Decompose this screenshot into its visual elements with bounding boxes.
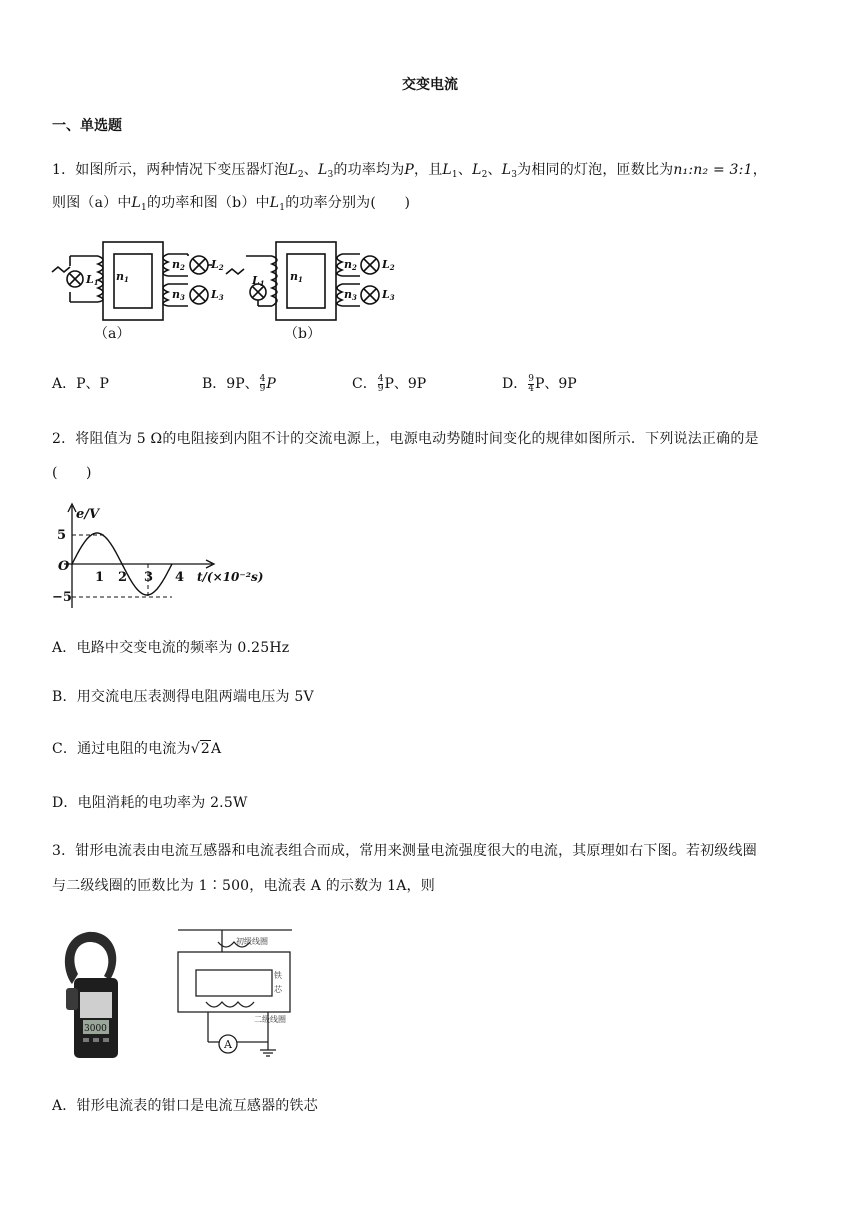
core-label-2: 芯 — [274, 985, 282, 994]
x-tick-1: 1 — [95, 570, 105, 585]
svg-text:n1: n1 — [290, 270, 303, 284]
q1-option-b[interactable]: B．9P、 $\frac{4}{9}$ P — [202, 373, 276, 394]
q1-option-d[interactable]: D． $\frac{9}{4}$ P、9P — [502, 373, 577, 394]
q3-text-line2: 与二级线圈的匝数比为 1∶500，电流表 A 的示数为 1A，则 — [52, 878, 435, 894]
y-tick-neg5: −5 — [52, 590, 72, 605]
x-axis-label: t/(×10⁻²s) — [197, 570, 264, 584]
iron-core — [178, 952, 290, 1012]
q1-text-line1: 1．如图所示，两种情况下变压器灯泡$L_2$、$L_3$的功率均为P，且$L_1$、$L_2$、$L_3$为相同的灯泡，匝数比为n₁:n₂ = 3:1， — [52, 162, 767, 180]
y-tick-5: 5 — [57, 528, 67, 543]
q1-text-line2: 则图（a）中$L_1$的功率和图（b）中$L_1$的功率分别为( ) — [52, 195, 411, 213]
svg-text:n3: n3 — [172, 288, 185, 302]
primary-coil-label: 初级线圈 — [236, 937, 268, 946]
q2-option-a[interactable]: A．电路中交变电流的频率为 0.25Hz — [52, 640, 290, 656]
turns-ratio: n₁:n₂ = 3:1 — [673, 162, 753, 178]
svg-text:L2: L2 — [211, 258, 224, 272]
emf-time-graph — [52, 500, 282, 612]
svg-text:n3: n3 — [344, 288, 357, 302]
svg-text:L1: L1 — [252, 274, 265, 288]
q2-text-line1: 2．将阻值为 5 Ω的电阻接到内阻不计的交流电源上，电源电动势随时间变化的规律如图所示．下列说法正确的是 — [52, 431, 759, 447]
svg-text:L2: L2 — [382, 258, 395, 272]
svg-text:n2: n2 — [344, 258, 357, 272]
origin-label: O — [58, 559, 70, 574]
svg-text:n2: n2 — [172, 258, 185, 272]
secondary-coil-label: 二级线圈 — [254, 1015, 286, 1024]
svg-text:n1: n1 — [116, 270, 129, 284]
meter-panel — [80, 992, 112, 1018]
x-tick-3: 3 — [144, 570, 154, 585]
q2-text-line2: ( ) — [52, 465, 92, 481]
q1-option-c[interactable]: C． $\frac{4}{9}$ P、9P — [352, 373, 427, 394]
secondary-winding — [206, 1002, 254, 1007]
svg-text:L1: L1 — [86, 273, 99, 287]
y-axis-label: e/V — [76, 507, 100, 522]
core-label-1: 铁 — [274, 971, 282, 980]
meter-display: 3000 — [84, 1024, 107, 1034]
q2-option-b[interactable]: B．用交流电压表测得电阻两端电压为 5V — [52, 689, 314, 705]
current-transformer-diagram — [168, 922, 298, 1062]
clamp-jaw — [65, 932, 116, 984]
q3-option-a[interactable]: A．钳形电流表的钳口是电流互感器的铁芯 — [52, 1098, 318, 1114]
q1-option-a[interactable]: A．P、P — [52, 376, 109, 392]
clamp-meter-image — [58, 928, 128, 1060]
page-title: 交变电流 — [402, 77, 458, 93]
x-tick-2: 2 — [118, 570, 128, 585]
q3-text-line1: 3．钳形电流表由电流互感器和电流表组合而成，常用来测量电流强度很大的电流，其原理如右下图。若初级线圈 — [52, 843, 757, 859]
q2-option-d[interactable]: D．电阻消耗的电功率为 2.5W — [52, 795, 248, 811]
ammeter-label: A — [224, 1038, 232, 1051]
svg-text:L3: L3 — [211, 288, 224, 302]
q2-option-c[interactable]: C．通过电阻的电流为√2A — [52, 741, 222, 757]
fig-b-label: （b） — [284, 326, 321, 342]
section-heading: 一、单选题 — [52, 118, 122, 134]
sqrt-symbol: √ — [190, 741, 200, 757]
svg-text:L3: L3 — [382, 288, 395, 302]
fig-a-label: （a） — [94, 326, 131, 342]
x-tick-4: 4 — [175, 570, 185, 585]
transformer-circuit-figure — [48, 234, 398, 346]
